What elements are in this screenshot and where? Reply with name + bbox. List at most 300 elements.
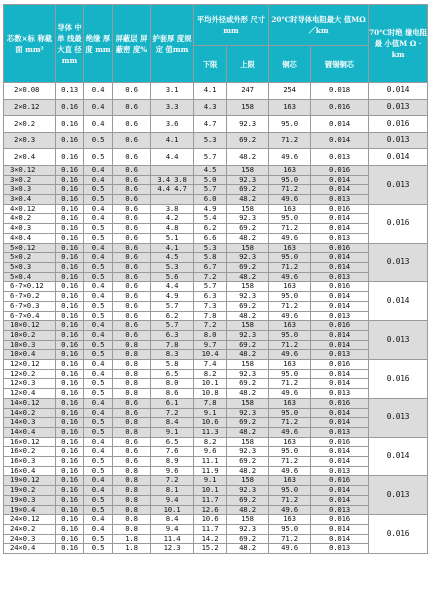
cell-wire-diameter: 0.16 xyxy=(56,360,84,370)
cell-sheath: 6.1 xyxy=(151,398,194,408)
cell-od-upper: 48.2 xyxy=(227,505,269,515)
cell-od-upper: 69.2 xyxy=(227,132,269,149)
cell-sheath xyxy=(151,165,194,175)
cell-wire-diameter: 0.16 xyxy=(56,149,84,166)
cell-shield: 0.6 xyxy=(113,224,151,234)
cell-copper: 163 xyxy=(269,360,311,370)
cell-insulation: 0.4 xyxy=(84,165,113,175)
cell-tinned-copper: 0.013 xyxy=(311,466,369,476)
cell-copper: 95.0 xyxy=(269,253,311,263)
cell-spec: 5×0.12 xyxy=(4,243,56,253)
cell-wire-diameter: 0.16 xyxy=(56,243,84,253)
cell-insulation: 0.5 xyxy=(84,311,113,321)
cell-shield: 0.6 xyxy=(113,185,151,195)
cell-tinned-copper: 0.014 xyxy=(311,224,369,234)
cell-wire-diameter: 0.16 xyxy=(56,447,84,457)
cell-insulation-resistance: 0.014 xyxy=(369,437,428,476)
cell-shield: 0.6 xyxy=(113,408,151,418)
cell-spec: 19×0.3 xyxy=(4,495,56,505)
cell-shield: 0.8 xyxy=(113,524,151,534)
cell-sheath: 8.4 xyxy=(151,515,194,525)
cell-tinned-copper: 0.014 xyxy=(311,369,369,379)
cell-od-lower: 12.6 xyxy=(194,505,227,515)
cell-spec: 19×0.12 xyxy=(4,476,56,486)
cell-od-upper: 48.2 xyxy=(227,149,269,166)
cell-tinned-copper: 0.013 xyxy=(311,505,369,515)
cell-od-upper: 92.3 xyxy=(227,330,269,340)
cell-spec: 6-7×0.12 xyxy=(4,282,56,292)
cell-tinned-copper: 0.014 xyxy=(311,132,369,149)
cell-wire-diameter: 0.16 xyxy=(56,214,84,224)
cell-shield: 0.8 xyxy=(113,418,151,428)
cell-sheath: 4.1 xyxy=(151,132,194,149)
cell-od-lower: 10.1 xyxy=(194,486,227,496)
cell-shield: 0.6 xyxy=(113,165,151,175)
cell-od-lower: 7.8 xyxy=(194,398,227,408)
cell-spec: 6-7×0.4 xyxy=(4,311,56,321)
cell-copper: 95.0 xyxy=(269,408,311,418)
table-row xyxy=(4,330,428,340)
cell-od-lower: 8.2 xyxy=(194,437,227,447)
cell-shield: 0.6 xyxy=(113,83,151,100)
cell-od-upper: 158 xyxy=(227,243,269,253)
table-row xyxy=(4,233,428,243)
cell-sheath: 4.4 xyxy=(151,282,194,292)
cell-spec: 6-7×0.2 xyxy=(4,292,56,302)
cell-spec: 4×0.2 xyxy=(4,214,56,224)
cell-sheath: 4.4 4.7 xyxy=(151,185,194,195)
cell-od-upper: 69.2 xyxy=(227,418,269,428)
cell-tinned-copper: 0.016 xyxy=(311,321,369,331)
cell-copper: 163 xyxy=(269,515,311,525)
cell-wire-diameter: 0.16 xyxy=(56,369,84,379)
cell-insulation: 0.5 xyxy=(84,132,113,149)
cell-sheath: 5.3 xyxy=(151,263,194,273)
cell-od-upper: 158 xyxy=(227,99,269,116)
cell-shield: 0.6 xyxy=(113,214,151,224)
cell-od-lower: 11.7 xyxy=(194,524,227,534)
cell-copper: 71.2 xyxy=(269,224,311,234)
cell-shield: 0.6 xyxy=(113,243,151,253)
cell-insulation-resistance: 0.016 xyxy=(369,116,428,133)
cell-insulation: 0.5 xyxy=(84,350,113,360)
cell-tinned-copper: 0.013 xyxy=(311,149,369,166)
cell-copper: 49.6 xyxy=(269,427,311,437)
cell-sheath: 8.4 xyxy=(151,418,194,428)
cell-insulation: 0.4 xyxy=(84,116,113,133)
cell-wire-diameter: 0.16 xyxy=(56,301,84,311)
cell-insulation: 0.5 xyxy=(84,466,113,476)
cell-od-lower: 4.7 xyxy=(194,116,227,133)
cell-od-upper: 158 xyxy=(227,282,269,292)
cell-sheath: 5.7 xyxy=(151,301,194,311)
cell-od-lower: 11.9 xyxy=(194,466,227,476)
cell-spec: 24×0.2 xyxy=(4,524,56,534)
cell-copper: 95.0 xyxy=(269,330,311,340)
cell-tinned-copper: 0.016 xyxy=(311,282,369,292)
cell-copper: 71.2 xyxy=(269,534,311,544)
cell-od-upper: 48.2 xyxy=(227,427,269,437)
cell-wire-diameter: 0.13 xyxy=(56,83,84,100)
cell-od-upper: 158 xyxy=(227,437,269,447)
cell-insulation: 0.4 xyxy=(84,253,113,263)
cell-od-upper: 48.2 xyxy=(227,466,269,476)
header-od-lower: 下限 xyxy=(194,46,227,83)
cell-shield: 0.6 xyxy=(113,292,151,302)
cell-wire-diameter: 0.16 xyxy=(56,253,84,263)
cell-od-upper: 69.2 xyxy=(227,263,269,273)
cell-od-upper: 69.2 xyxy=(227,495,269,505)
cell-insulation: 0.4 xyxy=(84,204,113,214)
table-row xyxy=(4,224,428,234)
cell-od-lower: 6.7 xyxy=(194,263,227,273)
cell-spec: 3×0.3 xyxy=(4,185,56,195)
cell-insulation: 0.5 xyxy=(84,263,113,273)
cell-wire-diameter: 0.16 xyxy=(56,132,84,149)
cell-spec: 3×0.2 xyxy=(4,175,56,185)
cell-od-lower: 10.8 xyxy=(194,389,227,399)
cell-spec: 16×0.4 xyxy=(4,466,56,476)
cell-od-lower: 6.2 xyxy=(194,224,227,234)
cell-od-lower: 9.1 xyxy=(194,408,227,418)
cell-shield: 0.8 xyxy=(113,379,151,389)
cell-tinned-copper: 0.014 xyxy=(311,185,369,195)
cell-insulation: 0.5 xyxy=(84,495,113,505)
cell-sheath: 5.6 xyxy=(151,272,194,282)
cell-od-lower: 8.2 xyxy=(194,369,227,379)
cell-od-upper: 92.3 xyxy=(227,116,269,133)
cell-copper: 49.6 xyxy=(269,311,311,321)
cell-wire-diameter: 0.16 xyxy=(56,292,84,302)
cell-od-lower: 10.1 xyxy=(194,379,227,389)
cell-od-upper: 92.3 xyxy=(227,447,269,457)
cell-sheath: 3.3 xyxy=(151,99,194,116)
cell-tinned-copper: 0.014 xyxy=(311,379,369,389)
cell-od-lower: 4.3 xyxy=(194,99,227,116)
header-insulation-resistance: 70℃时绝 缘电阻最 小值M Ω · km xyxy=(369,5,428,83)
cell-sheath: 11.4 xyxy=(151,534,194,544)
cell-spec: 10×0.12 xyxy=(4,321,56,331)
cell-od-lower: 10.6 xyxy=(194,515,227,525)
cell-sheath: 7.8 xyxy=(151,340,194,350)
cell-shield: 0.6 xyxy=(113,282,151,292)
cell-spec: 4×0.4 xyxy=(4,233,56,243)
cell-sheath: 3.8 xyxy=(151,204,194,214)
cell-copper: 163 xyxy=(269,398,311,408)
cell-tinned-copper: 0.013 xyxy=(311,195,369,205)
cell-wire-diameter: 0.16 xyxy=(56,437,84,447)
cell-copper: 163 xyxy=(269,437,311,447)
cell-spec: 14×0.2 xyxy=(4,408,56,418)
cell-tinned-copper: 0.014 xyxy=(311,340,369,350)
cell-od-upper: 158 xyxy=(227,360,269,370)
cell-shield: 0.6 xyxy=(113,301,151,311)
cell-sheath: 3.1 xyxy=(151,83,194,100)
cell-wire-diameter: 0.16 xyxy=(56,495,84,505)
cell-shield: 0.8 xyxy=(113,369,151,379)
cell-copper: 95.0 xyxy=(269,486,311,496)
cell-od-upper: 69.2 xyxy=(227,301,269,311)
cell-spec: 14×0.3 xyxy=(4,418,56,428)
cell-insulation: 0.5 xyxy=(84,224,113,234)
cell-wire-diameter: 0.16 xyxy=(56,544,84,554)
table-row xyxy=(4,486,428,496)
cell-copper: 95.0 xyxy=(269,116,311,133)
cell-wire-diameter: 0.16 xyxy=(56,195,84,205)
cell-insulation: 0.5 xyxy=(84,272,113,282)
cell-wire-diameter: 0.16 xyxy=(56,224,84,234)
cell-insulation-resistance: 0.014 xyxy=(369,282,428,321)
table-row xyxy=(4,301,428,311)
cell-insulation-resistance: 0.016 xyxy=(369,360,428,399)
cell-od-upper: 48.2 xyxy=(227,272,269,282)
cell-insulation: 0.4 xyxy=(84,476,113,486)
cell-od-upper: 69.2 xyxy=(227,224,269,234)
cell-od-lower: 10.4 xyxy=(194,350,227,360)
table-row xyxy=(4,116,428,133)
cell-spec: 2×0.4 xyxy=(4,149,56,166)
cell-insulation: 0.4 xyxy=(84,282,113,292)
cell-od-lower: 6.0 xyxy=(194,195,227,205)
cell-wire-diameter: 0.16 xyxy=(56,175,84,185)
cell-sheath: 6.5 xyxy=(151,369,194,379)
cell-insulation-resistance: 0.013 xyxy=(369,165,428,204)
cell-tinned-copper: 0.013 xyxy=(311,350,369,360)
table-row xyxy=(4,360,428,370)
cell-wire-diameter: 0.16 xyxy=(56,330,84,340)
cell-od-lower: 15.2 xyxy=(194,544,227,554)
cell-sheath: 5.7 xyxy=(151,321,194,331)
cell-insulation: 0.4 xyxy=(84,524,113,534)
cell-od-lower: 4.5 xyxy=(194,165,227,175)
cell-wire-diameter: 0.16 xyxy=(56,398,84,408)
cell-insulation: 0.4 xyxy=(84,369,113,379)
table-row xyxy=(4,195,428,205)
cell-sheath: 4.2 xyxy=(151,214,194,224)
cell-insulation: 0.4 xyxy=(84,243,113,253)
cell-tinned-copper: 0.014 xyxy=(311,495,369,505)
cell-tinned-copper: 0.013 xyxy=(311,544,369,554)
cell-insulation: 0.5 xyxy=(84,149,113,166)
cell-od-lower: 4.1 xyxy=(194,83,227,100)
cell-shield: 0.6 xyxy=(113,263,151,273)
cell-copper: 49.6 xyxy=(269,505,311,515)
cell-sheath: 6.3 xyxy=(151,330,194,340)
cell-tinned-copper: 0.013 xyxy=(311,311,369,321)
cell-spec: 10×0.3 xyxy=(4,340,56,350)
cell-shield: 0.6 xyxy=(113,132,151,149)
cell-od-upper: 158 xyxy=(227,476,269,486)
cell-sheath: 4.9 xyxy=(151,292,194,302)
cell-od-upper: 69.2 xyxy=(227,185,269,195)
cell-sheath: 6.2 xyxy=(151,311,194,321)
cell-od-lower: 5.0 xyxy=(194,175,227,185)
cell-spec: 24×0.3 xyxy=(4,534,56,544)
cell-insulation: 0.4 xyxy=(84,447,113,457)
cell-shield: 1.8 xyxy=(113,544,151,554)
cell-spec: 16×0.3 xyxy=(4,457,56,467)
cell-wire-diameter: 0.16 xyxy=(56,233,84,243)
cell-insulation: 0.5 xyxy=(84,185,113,195)
cell-sheath: 3.4 3.8 xyxy=(151,175,194,185)
cell-copper: 163 xyxy=(269,204,311,214)
cell-sheath: 4.4 xyxy=(151,149,194,166)
cell-od-upper: 158 xyxy=(227,321,269,331)
cell-sheath: 5.8 xyxy=(151,360,194,370)
header-wire-diameter: 导体 中单 线最 大直 径mm xyxy=(56,5,84,83)
cell-od-upper: 92.3 xyxy=(227,292,269,302)
cell-shield: 0.6 xyxy=(113,437,151,447)
table-header xyxy=(4,5,428,83)
cell-copper: 71.2 xyxy=(269,185,311,195)
cell-copper: 49.6 xyxy=(269,195,311,205)
cell-sheath: 9.4 xyxy=(151,524,194,534)
cell-wire-diameter: 0.16 xyxy=(56,534,84,544)
cell-sheath: 8.0 xyxy=(151,379,194,389)
cell-od-lower: 7.4 xyxy=(194,360,227,370)
cell-od-lower: 7.3 xyxy=(194,301,227,311)
cell-tinned-copper: 0.014 xyxy=(311,408,369,418)
cell-wire-diameter: 0.16 xyxy=(56,408,84,418)
cell-shield: 0.8 xyxy=(113,360,151,370)
cell-insulation-resistance: 0.014 xyxy=(369,83,428,100)
cell-shield: 0.6 xyxy=(113,99,151,116)
cell-insulation: 0.5 xyxy=(84,301,113,311)
cell-od-lower: 9.7 xyxy=(194,340,227,350)
cell-wire-diameter: 0.16 xyxy=(56,515,84,525)
cell-tinned-copper: 0.016 xyxy=(311,515,369,525)
header-od-upper: 上限 xyxy=(227,46,269,83)
cell-od-lower: 10.6 xyxy=(194,418,227,428)
cell-insulation: 0.4 xyxy=(84,99,113,116)
table-row xyxy=(4,544,428,554)
cell-copper: 49.6 xyxy=(269,272,311,282)
cell-insulation: 0.4 xyxy=(84,360,113,370)
cell-copper: 163 xyxy=(269,243,311,253)
cell-sheath: 4.5 xyxy=(151,253,194,263)
cell-insulation: 0.4 xyxy=(84,330,113,340)
cell-copper: 163 xyxy=(269,282,311,292)
cell-tinned-copper: 0.014 xyxy=(311,486,369,496)
cell-od-upper: 48.2 xyxy=(227,233,269,243)
header-outer-diameter: 平均外径或外形 尺寸mm xyxy=(194,5,269,46)
cell-wire-diameter: 0.16 xyxy=(56,505,84,515)
cell-insulation: 0.5 xyxy=(84,427,113,437)
cell-od-upper: 92.3 xyxy=(227,408,269,418)
cell-od-lower: 7.2 xyxy=(194,321,227,331)
cell-shield: 0.6 xyxy=(113,447,151,457)
table-row xyxy=(4,99,428,116)
cell-copper: 163 xyxy=(269,321,311,331)
cell-shield: 0.6 xyxy=(113,204,151,214)
table-row xyxy=(4,321,428,331)
cell-copper: 71.2 xyxy=(269,457,311,467)
cell-spec: 24×0.4 xyxy=(4,544,56,554)
cell-tinned-copper: 0.013 xyxy=(311,427,369,437)
cell-od-upper: 158 xyxy=(227,515,269,525)
cell-spec: 19×0.4 xyxy=(4,505,56,515)
cell-shield: 0.8 xyxy=(113,350,151,360)
cell-insulation-resistance: 0.013 xyxy=(369,99,428,116)
cell-copper: 95.0 xyxy=(269,292,311,302)
cell-wire-diameter: 0.16 xyxy=(56,311,84,321)
cell-od-upper: 158 xyxy=(227,204,269,214)
cell-insulation-resistance: 0.014 xyxy=(369,149,428,166)
cell-wire-diameter: 0.16 xyxy=(56,340,84,350)
cell-insulation-resistance: 0.013 xyxy=(369,243,428,282)
cell-copper: 71.2 xyxy=(269,418,311,428)
cell-insulation: 0.5 xyxy=(84,505,113,515)
cell-spec: 16×0.2 xyxy=(4,447,56,457)
cell-shield: 0.6 xyxy=(113,175,151,185)
cell-insulation: 0.4 xyxy=(84,321,113,331)
cell-tinned-copper: 0.016 xyxy=(311,360,369,370)
cell-shield: 0.6 xyxy=(113,457,151,467)
table-row xyxy=(4,132,428,149)
header-conductor-resistance: 20℃时导体电阻最大 值MΩ／km xyxy=(269,5,369,46)
table-row xyxy=(4,457,428,467)
cell-sheath: 9.4 xyxy=(151,495,194,505)
cell-tinned-copper: 0.016 xyxy=(311,204,369,214)
cell-insulation-resistance: 0.013 xyxy=(369,476,428,515)
cell-sheath: 8.1 xyxy=(151,486,194,496)
cell-od-upper: 92.3 xyxy=(227,175,269,185)
table-row xyxy=(4,165,428,175)
cell-spec: 5×0.2 xyxy=(4,253,56,263)
cell-copper: 71.2 xyxy=(269,263,311,273)
cell-shield: 0.6 xyxy=(113,398,151,408)
cell-copper: 49.6 xyxy=(269,389,311,399)
cell-copper: 71.2 xyxy=(269,132,311,149)
cell-shield: 0.8 xyxy=(113,486,151,496)
cell-tinned-copper: 0.016 xyxy=(311,165,369,175)
header-insulation-thickness: 绝缘 厚度 mm xyxy=(84,5,113,83)
cell-spec: 4×0.12 xyxy=(4,204,56,214)
cell-sheath: 8.3 xyxy=(151,350,194,360)
cell-spec: 12×0.12 xyxy=(4,360,56,370)
cell-insulation: 0.5 xyxy=(84,379,113,389)
cell-spec: 16×0.12 xyxy=(4,437,56,447)
cell-od-upper: 69.2 xyxy=(227,457,269,467)
cell-tinned-copper: 0.013 xyxy=(311,272,369,282)
table-row xyxy=(4,418,428,428)
table-row xyxy=(4,398,428,408)
cell-sheath: 7.2 xyxy=(151,476,194,486)
cell-spec: 19×0.2 xyxy=(4,486,56,496)
table-body xyxy=(4,83,428,554)
cell-wire-diameter: 0.16 xyxy=(56,427,84,437)
cell-copper: 71.2 xyxy=(269,495,311,505)
cell-insulation: 0.5 xyxy=(84,389,113,399)
cell-od-lower: 5.7 xyxy=(194,282,227,292)
table-row xyxy=(4,524,428,534)
cell-wire-diameter: 0.16 xyxy=(56,457,84,467)
cell-copper: 49.6 xyxy=(269,233,311,243)
table-row xyxy=(4,389,428,399)
cell-tinned-copper: 0.014 xyxy=(311,418,369,428)
cable-spec-sheet xyxy=(3,4,427,554)
cell-wire-diameter: 0.16 xyxy=(56,272,84,282)
cell-od-lower: 5.3 xyxy=(194,132,227,149)
cell-od-lower: 9.1 xyxy=(194,476,227,486)
cell-shield: 1.8 xyxy=(113,534,151,544)
cell-spec: 12×0.2 xyxy=(4,369,56,379)
cell-copper: 95.0 xyxy=(269,524,311,534)
cell-shield: 0.8 xyxy=(113,495,151,505)
cell-spec: 10×0.2 xyxy=(4,330,56,340)
cell-wire-diameter: 0.16 xyxy=(56,379,84,389)
cell-wire-diameter: 0.16 xyxy=(56,524,84,534)
